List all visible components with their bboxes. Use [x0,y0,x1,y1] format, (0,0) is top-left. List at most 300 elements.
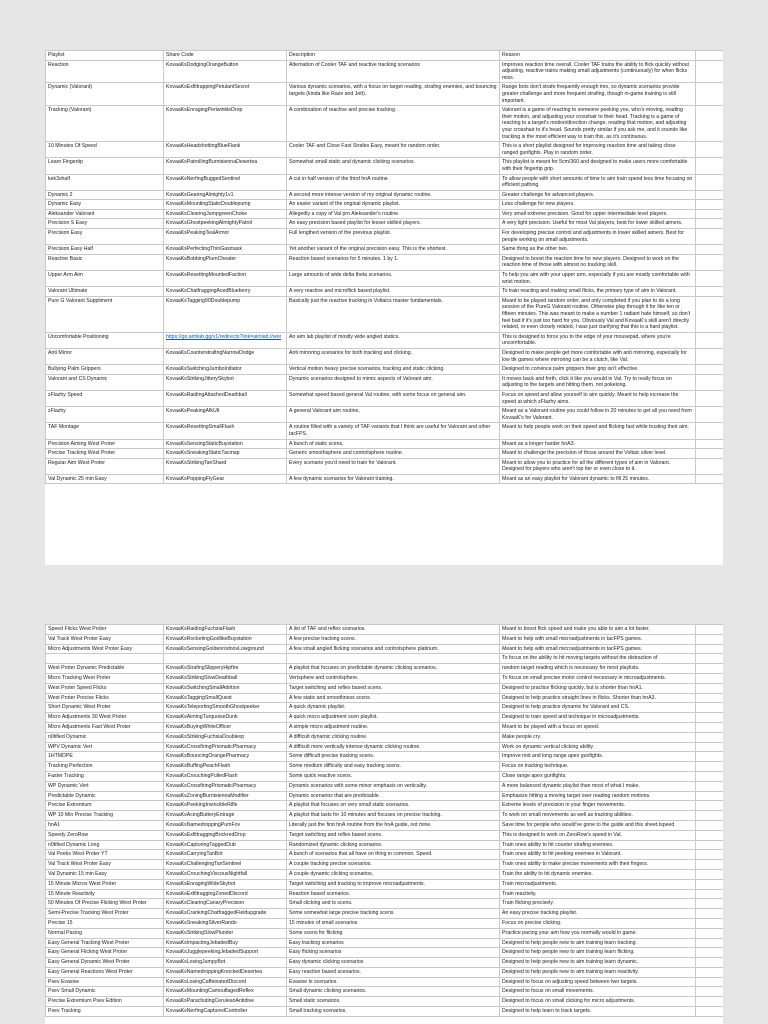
description-cell: Generic smoothsphere and controlsphere routine. [287,449,500,459]
share-code-cell: KovaaKsSwitchingJumboInitiator [164,365,287,375]
empty-cell [696,909,724,919]
empty-cell [696,722,724,732]
description-cell: Vertical motion heavy precise scenarios, tracking and static clicking. [287,365,500,375]
playlist-cell: Learn Fingertip [46,158,164,174]
share-code-cell: KovaaKsCrossfiringPrismaticPharmacy [164,781,287,791]
description-cell: Some quick reactive scens. [287,771,500,781]
table-row [46,1007,724,1017]
share-code-cell: KovaaKsResettingSmallFlash [164,423,287,439]
share-code-cell: KovaaKsCrossfiringPrismaticPharmacy [164,742,287,752]
share-code-cell: KovaaKsEnragingPeriwinkleDrop [164,106,287,142]
playlist-table-2 [45,624,723,1017]
table-row [46,771,724,781]
description-cell: Randomized dynamic clicking scenarios. [287,840,500,850]
reason-cell: Designed to help practice dynamic for Valorant and CS. [500,703,696,713]
description-cell: A difficult more vertically intense dynamic clicking routine. [287,742,500,752]
empty-cell [696,634,724,644]
playlist-cell: WP 10 Min Precise Tracking [46,811,164,821]
share-code-cell: KovaaKsAcingButteryEntrage [164,811,287,821]
reason-cell: An easy precise tracking playlist. [500,909,696,919]
playlist-cell: 50 Minutes Of Precise Flicking West Proter [46,899,164,909]
reason-cell: Same thing as the other two. [500,245,696,255]
empty-cell [696,860,724,870]
empty-cell [696,958,724,968]
empty-cell [696,997,724,1007]
empty-cell [696,654,724,664]
playlist-cell: Precise Extremium [46,801,164,811]
share-code-cell [164,654,287,664]
reason-cell: This is designed to work on ZeroRow's speed in Val. [500,830,696,840]
reason-cell: Meant to help people work on their speed and flicking fast while trusting their aim. [500,423,696,439]
description-cell: Somewhat small static and dynamic clicking scenarios. [287,158,500,174]
reason-cell: This is a short playlist designed for improving reaction time and taking close ranged gunfights. Play in random order. [500,142,696,158]
table-row [46,830,724,840]
share-code-cell: KovaaKsCarryingTanBot [164,850,287,860]
table-row [46,840,724,850]
empty-cell [696,899,724,909]
empty-cell [696,1007,724,1017]
share-code-cell: KovaaKsBobbingPlumCheater [164,254,287,270]
reason-cell: Train ones ability to make precise movements with their fingers. [500,860,696,870]
description-cell: Easy reaction based scenarios. [287,967,500,977]
share-code-cell: KovaaKsRocketingGodlikeBuystation [164,634,287,644]
table-row [46,654,724,664]
table-row [46,423,724,439]
empty-cell [696,820,724,830]
reason-cell: Extreme levels of precision in your finger movements. [500,801,696,811]
playlist-cell: Precision S Easy [46,219,164,229]
description-cell: Reaction based scenarios. [287,889,500,899]
table-row [46,449,724,459]
share-code-cell: KovaaKsSneakingSilverRando [164,918,287,928]
share-code-cell: KovaaKsRaidingFuchsiaFlash [164,625,287,635]
description-cell: Full lengthed version of the previous playlist. [287,229,500,245]
share-code-cell: KovaaKsPeekingInvincibleRifle [164,801,287,811]
description-cell: Some scens for flicking [287,928,500,938]
description-cell: A playlist that focuses on predictable dynamic clicking scenarios. [287,664,500,674]
description-cell: Target switching and reflex based scens. [287,683,500,693]
table-row [46,634,724,644]
empty-cell [696,407,724,423]
reason-cell: Train reactivity. [500,889,696,899]
playlist-cell: West Proter Speed Flicks [46,683,164,693]
empty-cell [696,762,724,772]
table-row [46,271,724,287]
playlist-cell: Easy General Tracking West Proter [46,938,164,948]
playlist-cell: Easy General Dynamic West Proter [46,958,164,968]
description-cell: Small clicking and ts scens. [287,899,500,909]
playlist-cell: Precision Easy [46,229,164,245]
playlist-cell: Anti Mirror [46,348,164,364]
empty-cell [696,190,724,200]
table-row [46,348,724,364]
empty-cell [696,811,724,821]
reason-cell: random target reading which is necessary for most playlists. [500,664,696,674]
share-code-cell: KovaaKsPatrollingBurntsiennaDesertea [164,158,287,174]
share-code-cell: KovaaKsLosingCaffeinatedDiscord [164,977,287,987]
empty-cell [696,332,724,348]
table-row [46,801,724,811]
reason-cell: Save time for people who would've gone to the guide and this sheet.Ispeed [500,820,696,830]
playlist-cell: Easy General Flicking West Proter [46,948,164,958]
description-cell: An aim lab playlist of mostly wide angled statics. [287,332,500,348]
share-code-cell: KovaaKsBuyingWhiteOfficer [164,722,287,732]
playlist-cell: Speed Flicks West Proter [46,625,164,635]
description-cell: Some medium difficulty and easy tracking scens. [287,762,500,772]
empty-cell [696,781,724,791]
sheet-page-1 [45,50,723,565]
table-row [46,439,724,449]
reason-cell: Train ones ability to hit counter strafing enemies. [500,840,696,850]
reason-cell: Train flicking precisely. [500,899,696,909]
table-row [46,938,724,948]
description-cell: Various dynamic scenarios, with a focus on target reading, strafing enemies, and bouncing targets (kinda like Raze and Jett). [287,83,500,106]
playlist-cell: Micro Adjustments 30 West Proter [46,713,164,723]
description-cell: A few small angled flicking scenarios and controlsphere platinum. [287,644,500,654]
reason-cell: Emphasize hitting a moving target over reading random motions. [500,791,696,801]
share-code-cell: KovaaKsStrikingSlowDeathball [164,673,287,683]
table-row [46,860,724,870]
share-code-cell: KovaaKsTagging90Doublepump [164,296,287,332]
empty-cell [696,296,724,332]
reason-cell: Train ones ability to hit peeking enemies in Valorant. [500,850,696,860]
playlist-cell: Speedy ZeroRow [46,830,164,840]
table-row [46,142,724,158]
header-cell: Reason [500,51,696,61]
reason-cell: Work on dynamic vertical clicking ability. [500,742,696,752]
playlist-cell: Dynamic (Valorant) [46,83,164,106]
table-row [46,850,724,860]
share-code-cell: KovaaKsRaidingAttachedDeathball [164,390,287,406]
playlist-cell: zFlazhy Speed [46,390,164,406]
empty-cell [696,938,724,948]
description-cell: A bunch of static scens. [287,439,500,449]
share-code-cell: KovaaKsChatfraggingAcedBlueberry [164,287,287,297]
description-cell: A combination of reactive and precise tracking. [287,106,500,142]
table-row [46,106,724,142]
reason-cell: Meant to be played with a focus on speed. [500,722,696,732]
description-cell: Small dynamic clicking scenarios. [287,987,500,997]
reason-cell: To allow people with short amounts of time to aim train spend less time focusing on efficient pathing. [500,174,696,190]
table-row [46,174,724,190]
share-code-cell: KovaaKsBouncingOrangePharmacy [164,752,287,762]
reason-cell: Designed to focus on small clicking for micro adjustments. [500,997,696,1007]
description-cell: Dynamic scenarios that are predictable. [287,791,500,801]
playlist-cell: Predictable Dynamic [46,791,164,801]
table-row [46,374,724,390]
share-code-cell: KovaaKsCrankingChatfraggedFieldupgrade [164,909,287,919]
description-cell: A few dynamic scenarios for Valorant training. [287,474,500,484]
reason-cell: Meant to be played random order, and only completed if you plan to do a long session of the PureG Valorant routine. Otherwise play through it for like ten or fifteen minutes. This was meant to make a number 1 radiant hate himself, so don't feel bad if it's just too hard for you. Obviously Val and KovaaK's skill aren't directly related, or even closely related, I was just clarifying that this is a hard playlist. [500,296,696,332]
reason-cell: Designed to boost the reaction time for new players. Designed to work on the reaction time of those with almost no tracking skill. [500,254,696,270]
playlist-cell: kek3shalf [46,174,164,190]
description-cell: Target switching and tracking to improve microadjustments. [287,879,500,889]
sheet-page-2 [45,624,723,1024]
playlist-cell: Precise Extremium Psev Edition [46,997,164,1007]
playlist-cell: Precise Tracking West Proter [46,449,164,459]
description-cell [287,654,500,664]
reason-cell: It moves back and forth, click it like you would in Val. Try to really focus on adjusting to the targets and hitting them, not pokeiong. [500,374,696,390]
playlist-cell: Pure G Valorant Suppliment [46,296,164,332]
share-code-cell: KovaaKsZoningBurntsiennaModifier [164,791,287,801]
playlist-cell: Short Dynamic West Proter [46,703,164,713]
reason-cell: Meant to allow you to practice for all the different types of aim in Valorant. Designed for players who aren't top tier or even close to it. [500,458,696,474]
empty-cell [696,967,724,977]
share-code-cell: KovaaKsClearingJumpgreenChoke [164,209,287,219]
table-row [46,693,724,703]
empty-cell [696,142,724,158]
playlist-cell: Faster Tracking [46,771,164,781]
description-cell: Some somewhat large precise tracking scens. [287,909,500,919]
playlist-cell: Aleksander Valorant [46,209,164,219]
table-row [46,811,724,821]
playlist-cell: Reactive Basic [46,254,164,270]
table-row [46,287,724,297]
table-row [46,229,724,245]
playlist-cell: 10 Minutes Of Speed [46,142,164,158]
description-cell: Every scenario you'd need to train for Valorant. [287,458,500,474]
empty-cell [696,390,724,406]
header-cell: Playlist [46,51,164,61]
playlist-cell: Psev Evasive [46,977,164,987]
reason-cell: Designed to help people new to aim training learn flicking. [500,948,696,958]
empty-cell [696,752,724,762]
playlist-cell: Precision Aiming West Proter [46,439,164,449]
description-cell: Small static scenarios. [287,997,500,1007]
description-cell: A simple micro adjustment routine. [287,722,500,732]
description-cell: 15 minutes of small scenarios [287,918,500,928]
reason-cell: A very light precision. Useful for most Val players, best for lower skilled aimers. [500,219,696,229]
empty-cell [696,693,724,703]
reason-cell: Designed to help people new to aim training learn tracking. [500,938,696,948]
playlist-cell: WPV Dynamic Vert [46,742,164,752]
description-cell: A quick micro adjustment scen playlist. [287,713,500,723]
reason-cell: Designed to help practice straight lines in flicks. Shorter than hnA3. [500,693,696,703]
empty-cell [696,374,724,390]
table-row [46,967,724,977]
table-row [46,958,724,968]
table-row [46,219,724,229]
table-row [46,820,724,830]
share-code-cell: KovaaKsNerfingBuggedSentinel [164,174,287,190]
description-cell: Some difficult precise tracking scens. [287,752,500,762]
empty-cell [696,219,724,229]
playlist-cell: Val Peeks West Proter YT [46,850,164,860]
playlist-cell: Val Dynamic 25 min Easy [46,474,164,484]
table-row [46,762,724,772]
empty-cell [696,245,724,255]
empty-cell [696,60,724,83]
description-cell: Somewhat speed based general Val routine, with some focus on general aim. [287,390,500,406]
table-row [46,625,724,635]
table-row [46,158,724,174]
table-row [46,977,724,987]
table-row [46,791,724,801]
empty-cell [696,271,724,287]
table-row [46,928,724,938]
playlist-cell: WP Dynamic Vert [46,781,164,791]
reason-cell: Meant to help with small microadjustments in tacFPS games. [500,634,696,644]
share-code-cell: KovaaKsHeadshottingBlueFlank [164,142,287,158]
empty-cell [696,850,724,860]
empty-cell [696,869,724,879]
table-row [46,997,724,1007]
share-code-cell: KovaaKsCrouchingViscousNightfall [164,869,287,879]
empty-cell [696,174,724,190]
description-cell: A couple dynamic clicking scenarios, [287,869,500,879]
description-cell: An easier variant of the original dynamic playlist. [287,200,500,210]
playlist-cell: Semi-Precise Tracking West Proter [46,909,164,919]
playlist-cell: n0tified Dynamic [46,732,164,742]
playlist-table-1 [45,50,723,484]
reason-cell: To focus on the ability to hit moving targets without the distraction of [500,654,696,664]
description-cell: A bunch of scenarios that all have on thing in common. Speed. [287,850,500,860]
share-code-cell: KovaaKsPoppingFlyGear [164,474,287,484]
reason-cell: Meant as a longer harder hnA3. [500,439,696,449]
share-code-cell: KovaaKsImpactingJebaitedBuy [164,938,287,948]
reason-cell: Focus on precise clicking. [500,918,696,928]
share-code-cell: KovaaKsChallengingTanSentinel [164,860,287,870]
description-cell: Reaction based scenarios for 5 minutes. 1 by 1. [287,254,500,270]
reason-cell: For developing precise control and adjustments in lower skilled aimers. Best for people working on small adjustments. [500,229,696,245]
table-row [46,781,724,791]
playlist-cell: Bullying Palm Grippers [46,365,164,375]
share-code-cell: KovaaKsSneakingStaticTacmap [164,449,287,459]
empty-cell [696,732,724,742]
share-code-cell: KovaaKsTeleportingSmoothGhostpeeker [164,703,287,713]
reason-cell: Improves reaction time overall, Cooler TAF trains the ability to flick quickly without adjusting, reactive trains making small adjustments (continuously) for when flicks miss. [500,60,696,83]
table-row [46,254,724,270]
reason-cell: A more balanced dynamic playlist than most of what I make. [500,781,696,791]
description-cell: A general Valorant aim routine, [287,407,500,423]
table-row [46,987,724,997]
reason-cell: Practice pacing your aim how you normally would in game. [500,928,696,938]
description-cell: Evasive ts scenarios. [287,977,500,987]
reason-cell: Train microadjustments. [500,879,696,889]
empty-cell [696,840,724,850]
reason-cell: Designed to train speed and technique in microadjustments. [500,713,696,723]
playlist-cell: hnA1 [46,820,164,830]
share-code-cell: KovaaKsGearingAlmighty1v1 [164,190,287,200]
description-cell: Anti mirroring scenarios for both tracking and clicking. [287,348,500,364]
reason-cell: Train the ability to hit dynamic enemies. [500,869,696,879]
empty-cell [696,977,724,987]
description-cell: A quick dynamic playlist. [287,703,500,713]
table-row [46,879,724,889]
share-code-cell: KovaaKsPeakingAfkUlt [164,407,287,423]
table-row [46,200,724,210]
share-code-cell: KovaaKsEnragingWideSkybot [164,879,287,889]
share-code-cell: KovaaKsExfiltrappingPetulantSecret [164,83,287,106]
description-cell: A second more intense version of my original dynamic routine. [287,190,500,200]
share-code-cell: KovaaKsStrikingJitterySkybot [164,374,287,390]
description-cell: An easy precision based playlist for lesser skilled players. [287,219,500,229]
playlist-cell: Val Track West Proter Easy [46,860,164,870]
share-code-cell: KovaaKsMountingCamouflagedReflex [164,987,287,997]
reason-cell: Designed to help learn to track targets. [500,1007,696,1017]
playlist-cell: Precision Easy Half [46,245,164,255]
description-cell: Vertsphere and controlsphere. [287,673,500,683]
header-cell: Description [287,51,500,61]
empty-cell [696,879,724,889]
empty-cell [696,229,724,245]
share-code-cell: KovaaKsExfiltraggingZonedDiscord [164,889,287,899]
share-code-cell: KovaaKsSwitchingSmallAttrition [164,683,287,693]
reason-cell: Designed to make people get more comfortable with anti mirroring, especially for low ttk games where mirroring can be a clutch, like Val. [500,348,696,364]
header-cell: Share Code [164,51,287,61]
table-row [46,909,724,919]
playlist-cell: Dynamic Easy [46,200,164,210]
empty-cell [696,83,724,106]
table-row [46,948,724,958]
description-cell: Target switching and reflex based scens. [287,830,500,840]
playlist-cell: Easy General Reactions West Proter [46,967,164,977]
table-row [46,365,724,375]
reason-cell: Designed to focus on small movements. [500,987,696,997]
table-row [46,899,724,909]
reason-cell: Very small extreme precision. Good for upper intermediate level players. [500,209,696,219]
table-row [46,918,724,928]
description-cell: Easy flicking scenarios [287,948,500,958]
table-row [46,407,724,423]
empty-cell [696,106,724,142]
share-link[interactable]: https://go.aimlab.gg/v1/redirects?link=aimlab://wor [164,332,287,348]
playlist-cell: Reaction [46,60,164,83]
reason-cell: Range bots don't strafe frequently enough imo, so dynamic scenarios provide greater challenge and more frequent strafing, though in-game training is still important. [500,83,696,106]
share-code-cell: KovaaKsLosingJumpyBot [164,958,287,968]
reason-cell: To focus on small precise motor control necessary in microadjustments. [500,673,696,683]
table-row [46,713,724,723]
playlist-cell: Psev Tracking [46,1007,164,1017]
share-code-cell: KovaaKsBuffingPeachFlash [164,762,287,772]
description-cell: Dynamic scenarios with some minor emphasis on verticality. [287,781,500,791]
playlist-cell: Valorant and CS Dynamic [46,374,164,390]
description-cell: Alternation of Cooler TAF and reactive tracking scenarios [287,60,500,83]
share-code-cell: KovaaKsStrafingSlipperyHipfire [164,664,287,674]
reason-cell: Meant as a Valorant routine you could follow in 20 minutes to get all you need from KovaaK's for Valorant. [500,407,696,423]
share-code-cell: KovaaKsSensingGoldenrodnovLowground [164,644,287,654]
description-cell: Easy dynamic clicking scenarios [287,958,500,968]
empty-cell [696,287,724,297]
playlist-cell: Psev Small Dynamic [46,987,164,997]
reason-cell: Meant to help with small microadjustments in tacFPS games. [500,644,696,654]
empty-cell [696,703,724,713]
playlist-cell: 15 Minute Reactivity [46,889,164,899]
playlist-cell: Precise 15 [46,918,164,928]
playlist-cell: Micro Tracking West Proter [46,673,164,683]
table-row [46,644,724,654]
playlist-cell: Upper Arm Aim [46,271,164,287]
empty-cell [696,771,724,781]
table-row [46,60,724,83]
empty-cell [696,200,724,210]
share-code-cell: KovaaKsExfiltraggingBrickredDrop [164,830,287,840]
empty-cell [696,948,724,958]
empty-cell [696,365,724,375]
empty-cell [696,742,724,752]
reason-cell: Close range apex gunfights. [500,771,696,781]
playlist-cell: Valorant Ultimate [46,287,164,297]
table-row [46,390,724,406]
share-code-cell: KovaaKsStrikingFuchsiaDoublexp [164,732,287,742]
empty-cell [696,158,724,174]
empty-cell [696,458,724,474]
table-row [46,458,724,474]
share-code-cell: KovaaKsCrouchingPulledFlash [164,771,287,781]
empty-cell [696,928,724,938]
playlist-cell: Dynamic 2 [46,190,164,200]
reason-cell: To help you aim with your upper arm, especially if you are mostly comfortable with wrist motion. [500,271,696,287]
